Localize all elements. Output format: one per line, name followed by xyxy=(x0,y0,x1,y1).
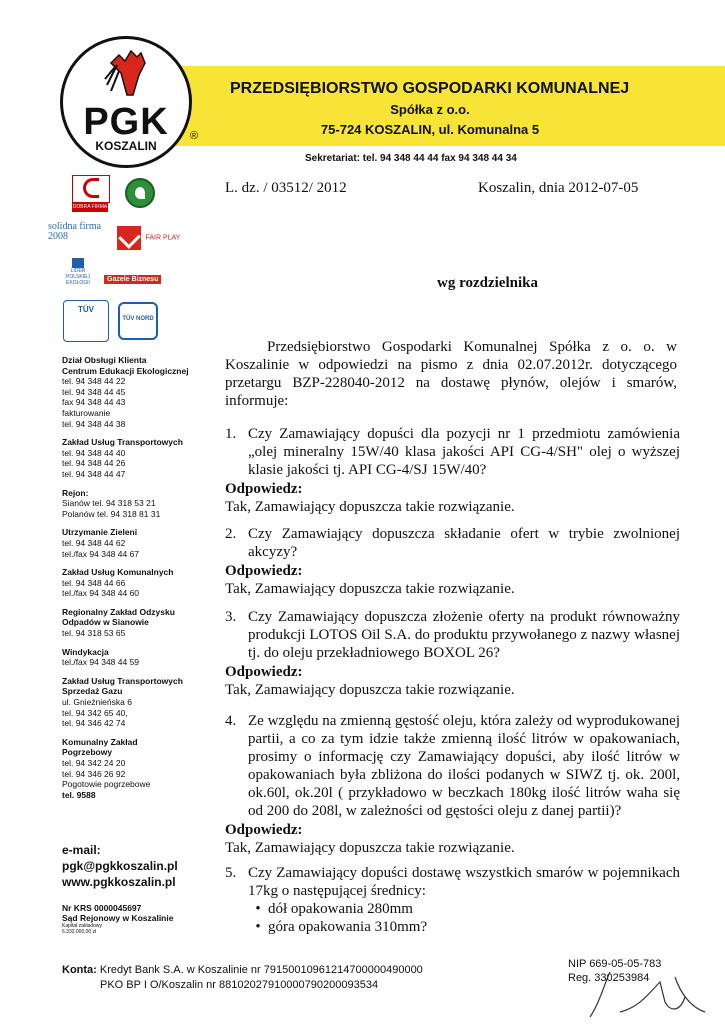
sidebar-block-title: Zakład Usług Transportowych xyxy=(62,437,183,448)
letter-date: Koszalin, dnia 2012-07-05 xyxy=(478,180,639,196)
sekretariat-line: Sekretariat: tel. 94 348 44 44 fax 94 348 44 34 xyxy=(305,153,517,164)
question-number: 2. xyxy=(225,526,237,542)
liderzy-badge xyxy=(64,258,92,286)
company-address: 75-724 KOSZALIN, ul. Komunalna 5 xyxy=(320,122,540,137)
sidebar-block-line: fakturowanie xyxy=(62,407,111,418)
question-number: 4. xyxy=(225,713,237,729)
sidebar-block-line: Pogrzebowy xyxy=(62,747,113,758)
question-4 xyxy=(225,712,680,857)
capital-value: 6.332.000,00 zł xyxy=(62,929,97,935)
email-block xyxy=(62,842,178,890)
sidebar-block-line: tel. 94 348 44 66 xyxy=(62,577,126,588)
sidebar-contact-block xyxy=(62,737,212,801)
question-number: 3. xyxy=(225,609,237,625)
question-text: Czy Zamawiający dopuści dostawę wszystkich smarów w pojemnikach 17kg o następującej średnicy: xyxy=(248,865,680,899)
tuv-nord-badge xyxy=(118,302,158,340)
sidebar-block-line: Odpadów w Sianowie xyxy=(62,617,149,628)
answer-text: Tak, Zamawiający dopuszcza takie rozwiązanie. xyxy=(225,581,515,597)
signature xyxy=(580,962,720,1022)
answer-label: Odpowiedz: xyxy=(225,664,303,680)
sidebar-contact-block xyxy=(62,567,212,599)
sidebar-block-line: tel./fax 94 348 44 67 xyxy=(62,548,140,559)
question-text: Ze względu na zmienną gęstość oleju, która zależy od wyprodukowanej partii, a co za tym idzie także zmienną ilość litrów w opakowaniach, prosimy o informację czy Zamawiający dopuści, aby ilość litrów w opakowaniach była zbliżona do ilości podanych w SIWZ tj. ok. 200l, ok.60l, ok.20l ( przykładowo w beczkach 180kg ilość litrów waha się od 200 do 208l, w zależności od gęstości oleju z danej partii)? xyxy=(248,713,680,819)
sidebar-block-line: tel. 94 348 44 45 xyxy=(62,386,126,397)
bank-account-1 xyxy=(62,964,423,976)
sidebar-contact-block xyxy=(62,437,212,479)
answer-text: Tak, Zamawiający dopuszcza takie rozwiązanie. xyxy=(225,682,515,698)
sidebar-block-line: tel. 94 318 53 65 xyxy=(62,628,126,639)
answer-label: Odpowiedz: xyxy=(225,563,303,579)
krs-block xyxy=(62,903,173,935)
gazele-badge xyxy=(104,268,176,286)
company-name: PRZEDSIĘBIORSTWO GOSPODARKI KOMUNALNEJ xyxy=(230,80,630,97)
sidebar-contact-block xyxy=(62,355,212,429)
nip-number: NIP 669-05-05-783 xyxy=(568,958,662,970)
sidebar-block-line: tel. 94 342 65 40, xyxy=(62,707,128,718)
sidebar-block-line: fax 94 348 44 43 xyxy=(62,397,126,408)
rzetelna-label: DOBRA FIRMA xyxy=(72,204,108,210)
fair-play-badge xyxy=(117,226,197,250)
eco-badge xyxy=(125,178,155,208)
question-5 xyxy=(225,864,680,936)
logo-text: PGK xyxy=(83,101,169,143)
ldz-reference: L. dz. / 03512/ 2012 xyxy=(225,180,347,196)
sidebar-block-title: Rejon: xyxy=(62,487,89,498)
addressee: wg rozdzielnika xyxy=(437,275,538,291)
sidebar-contact-block xyxy=(62,488,212,520)
rzetelna-firma-badge xyxy=(72,175,108,211)
fair-play-label: FAIR PLAY xyxy=(145,234,181,242)
registered-mark: ® xyxy=(190,130,199,142)
sidebar-block-line: tel. 94 348 44 22 xyxy=(62,376,126,387)
question-number: 5. xyxy=(225,865,237,881)
question-2 xyxy=(225,525,680,598)
sidebar-block-title: Windykacja xyxy=(62,646,109,657)
konto-label: Konta: xyxy=(62,964,97,976)
sidebar-contact-block xyxy=(62,527,212,559)
answer-text: Tak, Zamawiający dopuszcza takie rozwiązanie. xyxy=(225,499,515,515)
sidebar-block-line: Sprzedaż Gazu xyxy=(62,686,123,697)
intro-paragraph: Przedsiębiorstwo Gospodarki Komunalnej Spółka z o. o. w Koszalinie w odpowiedzi na pismo z dnia 02.07.2012r. dotyczącego przetargu BZP-228040-2012 na dostawę płynów, olejów i smarów, informuje: xyxy=(225,339,677,409)
gazele-label: Gazele Biznesu xyxy=(104,275,161,284)
sidebar-block-line: tel. 94 342 24 20 xyxy=(62,758,126,768)
sidebar-contact-block xyxy=(62,676,212,729)
email-label: e-mail: xyxy=(62,843,101,857)
sidebar-block-line: ul. Gnieźnieńska 6 xyxy=(62,697,132,708)
sidebar-block-line: tel. 94 346 42 74 xyxy=(62,718,126,729)
answer-text: Tak, Zamawiający dopuszcza takie rozwiązanie. xyxy=(225,840,515,856)
sidebar-block-line: tel. 94 348 44 47 xyxy=(62,468,126,479)
www-link[interactable]: www.pgkkoszalin.pl xyxy=(62,875,176,889)
email-link[interactable]: pgk@pgkkoszalin.pl xyxy=(62,859,178,873)
answer-label: Odpowiedz: xyxy=(225,481,303,497)
question-1 xyxy=(225,425,680,516)
sidebar-block-line: tel. 94 348 44 40 xyxy=(62,447,126,458)
sidebar-block-line: tel. 9588 xyxy=(62,789,96,800)
question-3 xyxy=(225,608,680,699)
tuv-badge xyxy=(63,300,109,342)
bullet-item: • dół opakowania 280mm xyxy=(255,901,413,917)
logo-city: KOSZALIN xyxy=(95,139,157,153)
sidebar-block-line: Polanów tel. 94 318 81 31 xyxy=(62,508,161,519)
capital-label: Kapitał zakładowy xyxy=(62,923,103,929)
liderzy-label: LIDER POLSKIEJ EKOLOGII xyxy=(66,268,90,286)
sidebar-block-line: Pogotowie pogrzebowe xyxy=(62,779,151,790)
sidebar-contacts xyxy=(62,355,212,808)
tuv-label: TÜV xyxy=(78,305,94,314)
question-text: Czy Zamawiający dopuszcza złożenie oferty na produkt równoważny produkcji LOTOS Oil S.A. do produktu przywołanego z nazwy własnej tj. do oleju przekładniowego BOXOL 26? xyxy=(248,609,680,661)
sidebar-block-title: Zakład Usług Transportowych xyxy=(62,675,183,686)
question-text: Czy Zamawiający dopuszcza składanie ofert w trybie zwolnionej akcyzy? xyxy=(248,526,680,560)
sidebar-block-line: tel. 94 348 44 38 xyxy=(62,418,126,429)
bullet-text: góra opakowania 310mm? xyxy=(268,919,428,935)
bullet-text: dół opakowania 280mm xyxy=(268,901,413,917)
pgk-logo xyxy=(60,36,192,168)
solidna-firma-badge xyxy=(48,222,106,242)
bank-account-2: PKO BP I O/Koszalin nr 88102027910000790200093534 xyxy=(100,979,379,991)
reg-number: Reg. 330253984 xyxy=(568,972,650,984)
rooster-icon xyxy=(97,45,157,100)
sidebar-block-title: Utrzymanie Zieleni xyxy=(62,527,138,538)
company-form: Spółka z o.o. xyxy=(390,102,470,117)
sidebar-block-line: Sianów tel. 94 318 53 21 xyxy=(62,498,156,509)
sidebar-contact-block xyxy=(62,647,212,668)
sidebar-block-line: tel. 94 346 26 92 xyxy=(62,768,126,779)
question-text: Czy Zamawiający dopuści dla pozycji nr 1 przedmiotu zamówienia „olej mineralny 15W/40 klasa jakości API CG-4/SH" olej o wyższej klasie jakości tj. API CG-4/SJ 15W/40? xyxy=(248,426,680,478)
sidebar-block-line: tel./fax 94 348 44 59 xyxy=(62,657,140,668)
sidebar-block-line: tel. 94 348 44 62 xyxy=(62,537,126,548)
question-number: 1. xyxy=(225,426,237,442)
sidebar-block-title: Dział Obsługi Klienta xyxy=(62,355,147,365)
answer-label: Odpowiedz: xyxy=(225,822,303,838)
solidna-label: solidna firma 2008 xyxy=(48,221,102,242)
sidebar-block-title: Regionalny Zakład Odzysku xyxy=(62,606,175,617)
bullet-item: • góra opakowania 310mm? xyxy=(255,919,428,935)
sidebar-block-line: tel. 94 348 44 26 xyxy=(62,458,126,469)
konto-1: Kredyt Bank S.A. w Koszalinie nr 79150010961214700000490000 xyxy=(99,964,423,976)
krs-number: Nr KRS 0000045697 xyxy=(62,903,142,913)
sidebar-block-title: Komunalny Zakład xyxy=(62,736,138,747)
sidebar-block-title: Zakład Usług Komunalnych xyxy=(62,567,174,578)
sidebar-block-line: tel./fax 94 348 44 60 xyxy=(62,588,140,599)
court-name: Sąd Rejonowy w Koszalinie xyxy=(62,913,174,923)
tuv-nord-label: TÜV NORD xyxy=(122,316,154,322)
sidebar-contact-block xyxy=(62,607,212,639)
sidebar-block-line: Centrum Edukacji Ekologicznej xyxy=(62,365,189,376)
